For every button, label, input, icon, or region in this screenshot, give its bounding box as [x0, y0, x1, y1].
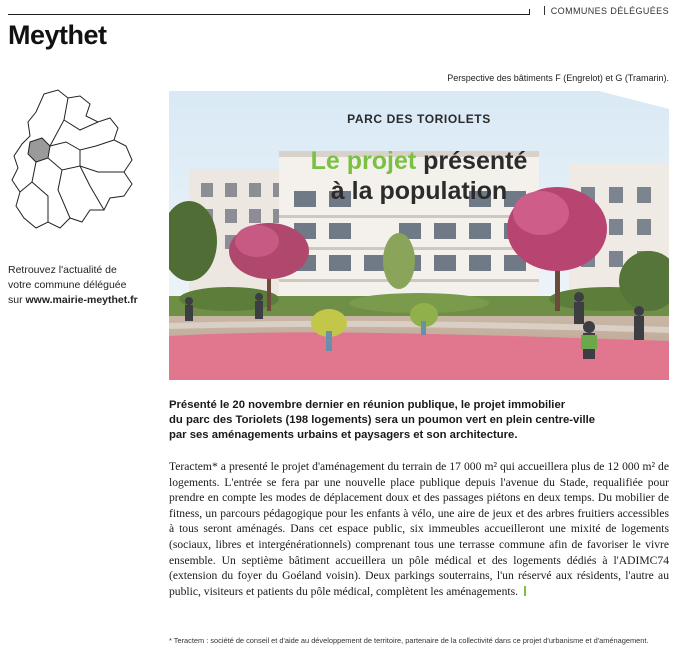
- hero-image: [169, 91, 669, 380]
- sidebar-prefix: sur: [8, 294, 26, 306]
- sidebar-line-1: Retrouvez l'actualité de: [8, 264, 117, 276]
- sidebar-note: [8, 263, 158, 308]
- lead-line-2: du parc des Toriolets (198 logements) sera un poumon vert en plein centre-ville: [169, 414, 596, 426]
- sidebar-line-2: votre commune déléguée: [8, 279, 127, 291]
- headline-line-1: [169, 146, 669, 176]
- section-label-text: COMMUNES DÉLÉGUÉES: [550, 6, 669, 16]
- commune-map-icon: [6, 86, 156, 256]
- header-rule: [8, 14, 530, 15]
- lead-line-3: par ses aménagements urbains et paysagers et son architecture.: [169, 429, 518, 441]
- article-end-mark: [524, 586, 526, 596]
- footnote: * Teractem : société de conseil et d'aide au développement de territoire, partenaire de la collectivité dans ce projet d'urbanisme et d'aménagement.: [169, 636, 649, 645]
- architectural-rendering: [169, 91, 669, 380]
- commune-title: Meythet: [8, 20, 107, 50]
- image-caption: Perspective des bâtiments F (Engrelot) et G (Tramarin).: [447, 73, 669, 83]
- headline-rest: présenté: [416, 147, 528, 175]
- section-label: [544, 6, 669, 16]
- body-paragraph: Teractem* a presenté le projet d'aménagement du terrain de 17 000 m² qui accueillera plus de 12 000 m² de logements. L'entrée se fera par une nouvelle place publique depuis l'avenue du Stade, requalifiée pour prendre en compte les modes de déplacement doux et des passages piétons en deux temps. Du mobilier de fitness, un parcours pédagogique pour les enfants à vélo, une aire de jeux et des arbres fruitiers accessibles à tous seront aménagés. Dans cet espace public, six immeubles accueilleront une mixité de logements (sociaux, libres et intergénérationnels) comprenant tous une terrasse commune afin de favoriser le vivre ensemble. Un septième bâtiment accueillera un pôle médical et des logements dédiés à l'ADIMC74 (extension du foyer du Goéland voisin). Deux parkings souterrains, l'un réservé aux résidents, l'autre au public, visiteurs et patients du pôle médical, complètent les aménagements.: [169, 460, 669, 598]
- sidebar-line-3: [8, 293, 158, 308]
- lead-paragraph: [169, 398, 669, 443]
- header-rule-tick: [529, 9, 530, 15]
- body-text: [169, 459, 669, 599]
- section-label-bar: [544, 6, 545, 15]
- hero-overline: PARC DES TORIOLETS: [347, 112, 491, 126]
- lead-line-1: Présenté le 20 novembre dernier en réunion publique, le projet immobilier: [169, 399, 566, 411]
- website-link[interactable]: www.mairie-meythet.fr: [25, 294, 138, 306]
- headline-green: Le projet: [310, 147, 417, 175]
- hero-headline: [169, 146, 669, 206]
- headline-line-2: à la population: [330, 177, 508, 205]
